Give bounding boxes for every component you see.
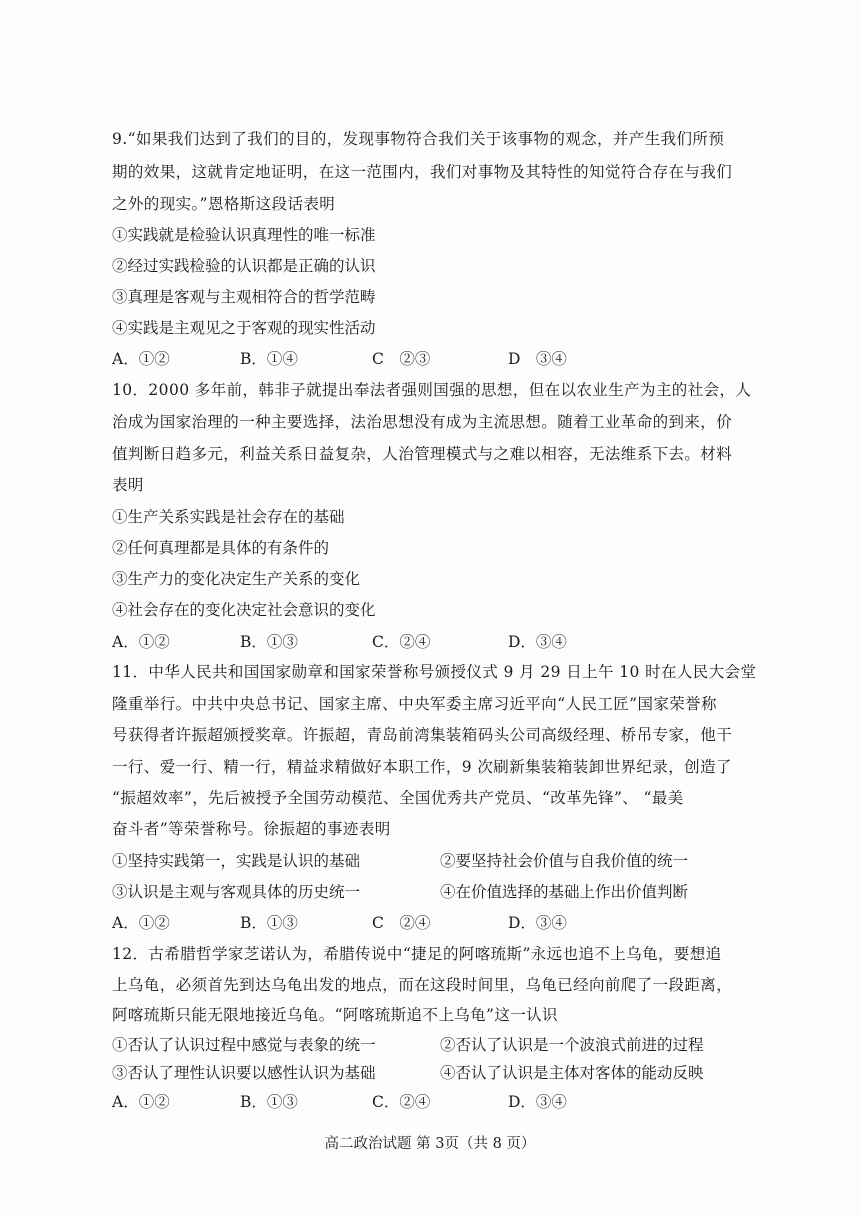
question-12-answer-a: A．①② [112, 1093, 170, 1111]
question-12-stem-line-1: 12．古希腊哲学家芝诺认为，希腊传说中“捷足的阿喀琉斯”永远也追不上乌龟，要想追 [112, 945, 722, 963]
question-12-option-2: ②否认了认识是一个波浪式前进的过程 [440, 1036, 704, 1054]
question-11-answer-c: C ②④ [372, 914, 431, 932]
question-9-answer-c: C ②③ [372, 350, 431, 368]
question-10-option-4: ④社会存在的变化决定社会意识的变化 [112, 601, 376, 619]
question-11-stem-line-6: 奋斗者”等荣誉称号。徐振超的事迹表明 [112, 820, 391, 838]
question-11-stem-line-2: 隆重举行。中共中央总书记、国家主席、中央军委主席习近平向“人民工匠”国家荣誉称 [112, 695, 717, 713]
question-10-stem-line-1: 10．2000 多年前，韩非子就提出奉法者强则国强的思想，但在以农业生产为主的社会，人 [112, 381, 752, 399]
question-10-option-1: ①生产关系实践是社会存在的基础 [112, 508, 345, 526]
question-10-answer-d: D．③④ [508, 633, 567, 651]
question-12-answer-b: B．①③ [240, 1093, 298, 1111]
question-12-answer-d: D．③④ [508, 1093, 567, 1111]
question-10-stem-line-2: 治成为国家治理的一种主要选择，法治思想没有成为主流思想。随着工业革命的到来，价 [112, 413, 733, 431]
question-9-option-2: ②经过实践检验的认识都是正确的认识 [112, 257, 376, 275]
question-12-stem-line-2: 上乌龟，必须首先到达乌龟出发的地点，而在这段时间里，乌龟已经向前爬了一段距离， [112, 976, 733, 994]
question-12-option-3: ③否认了理性认识要以感性认识为基础 [112, 1064, 376, 1082]
question-9-stem-line-2: 期的效果，这就肯定地证明，在这一范围内，我们对事物及其特性的知觉符合存在与我们 [112, 163, 733, 181]
question-10-option-2: ②任何真理都是具体的有条件的 [112, 539, 330, 557]
question-11-option-1: ①坚持实践第一，实践是认识的基础 [112, 852, 361, 870]
question-11-answer-a: A．①② [112, 914, 170, 932]
question-11-stem-line-3: 号获得者许振超颁授奖章。许振超，青岛前湾集装箱码头公司高级经理、桥吊专家，他干 [112, 726, 733, 744]
question-11-answer-b: B．①③ [240, 914, 298, 932]
question-9-answer-a: A．①② [112, 350, 170, 368]
question-9-answer-b: B．①④ [240, 350, 298, 368]
question-9-option-3: ③真理是客观与主观相符合的哲学范畴 [112, 288, 376, 306]
question-10-stem-line-4: 表明 [112, 476, 144, 494]
question-12-answer-c: C．②④ [372, 1093, 431, 1111]
question-11-answer-d: D．③④ [508, 914, 567, 932]
question-12-option-4: ④否认了认识是主体对客体的能动反映 [440, 1064, 704, 1082]
question-11-stem-line-5: “振超效率”，先后被授予全国劳动模范、全国优秀共产党员、“改革先锋”、 “最美 [112, 789, 684, 807]
question-9-stem-line-1: 9.“如果我们达到了我们的目的，发现事物符合我们关于该事物的观念，并产生我们所预 [112, 130, 725, 148]
question-9-answer-d: D ③④ [508, 350, 567, 368]
question-11-stem-line-1: 11．中华人民共和国国家勋章和国家荣誉称号颁授仪式 9 月 29 日上午 10 时在人民大会堂 [112, 663, 757, 681]
question-11-option-3: ③认识是主观与客观具体的历史统一 [112, 883, 361, 901]
question-10-answer-a: A．①② [112, 633, 170, 651]
question-9-option-1: ①实践就是检验认识真理性的唯一标准 [112, 226, 376, 244]
question-12-option-1: ①否认了认识过程中感觉与表象的统一 [112, 1036, 376, 1054]
question-10-answer-c: C．②④ [372, 633, 431, 651]
question-9-stem-line-3: 之外的现实。”恩格斯这段话表明 [112, 195, 336, 213]
page-footer: 高二政治试题 第 3页（共 8 页） [324, 1136, 536, 1152]
question-10-stem-line-3: 值判断日趋多元，利益关系日益复杂，人治管理模式与之难以相容，无法维系下去。材料 [112, 445, 733, 463]
question-10-option-3: ③生产力的变化决定生产关系的变化 [112, 570, 361, 588]
question-11-option-4: ④在价值选择的基础上作出价值判断 [440, 883, 689, 901]
question-12-stem-line-3: 阿喀琉斯只能无限地接近乌龟。“阿喀琉斯追不上乌龟”这一认识 [112, 1006, 558, 1024]
question-10-answer-b: B．①③ [240, 633, 298, 651]
question-9-option-4: ④实践是主观见之于客观的现实性活动 [112, 319, 376, 337]
question-11-option-2: ②要坚持社会价值与自我价值的统一 [440, 852, 689, 870]
question-11-stem-line-4: 一行、爱一行、精一行，精益求精做好本职工作，9 次刷新集装箱装卸世界纪录，创造了 [112, 758, 732, 776]
